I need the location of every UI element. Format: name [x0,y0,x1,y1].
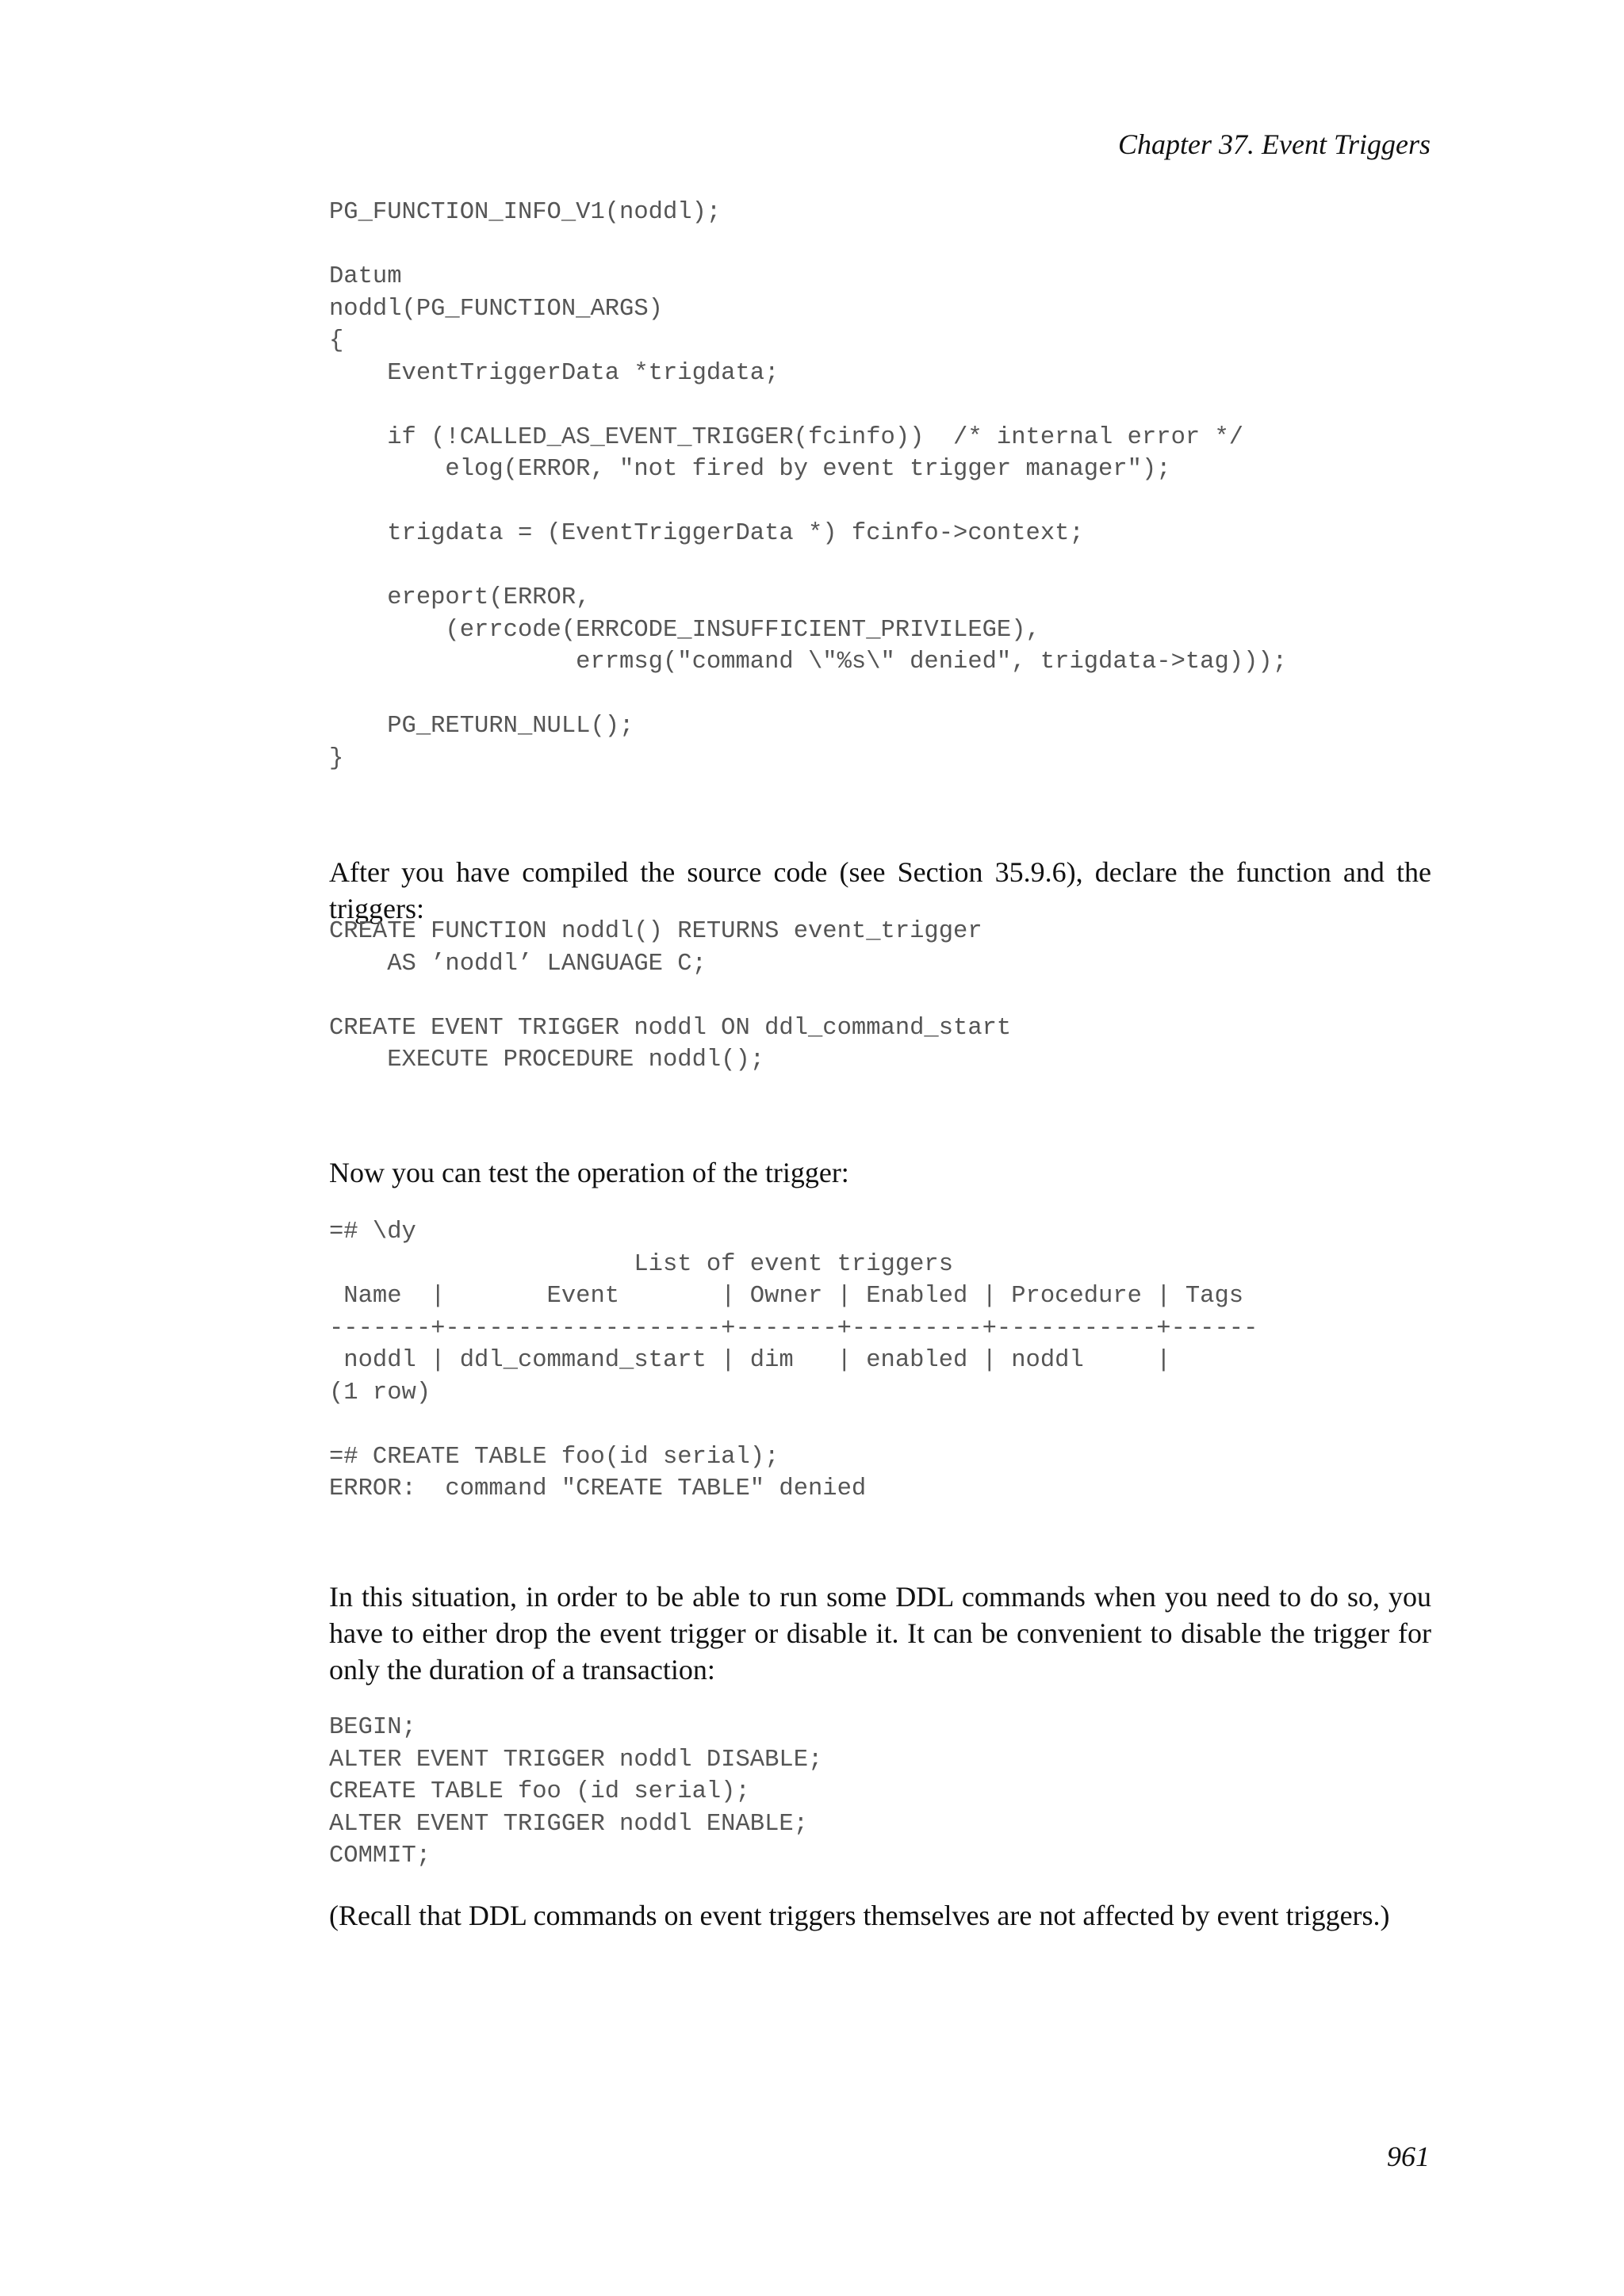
running-header: Chapter 37. Event Triggers [1118,128,1431,160]
paragraph-compile: After you have compiled the source code (see Section 35.9.6), declare the function and the triggers: [329,856,1431,924]
code-block-test-session: =# \dy List of event triggers Name | Event | Owner | Enabled | Procedure | Tags -------+-------------------+-------+---------+-----------+------ noddl | ddl_command_start | dim | enabled | noddl | (1 row) =# CREATE TABLE foo(id serial); ERROR: command "CREATE TABLE" denied [329,1219,1258,1502]
code-block-c-function: PG_FUNCTION_INFO_V1(noddl); Datum noddl(PG_FUNCTION_ARGS) { EventTriggerData *trigdata; if (!CALLED_AS_EVENT_TRIGGER(fcinfo)) /* internal error */ elog(ERROR, "not fired by event trigger manager"); trigdata = (EventTriggerData *) fcinfo->context; ereport(ERROR, (errcode(ERRCODE_INSUFFICIENT_PRIVILEGE), errmsg("command \"%s\" denied", trigdata->tag))); PG_RETURN_NULL(); } [329,199,1287,772]
page-number: 961 [1387,2141,1430,2172]
paragraph-situation: In this situation, in order to be able to run some DDL commands when you need to do so, you have to either drop the event trigger or disable it. It can be convenient to disable the trigger for only the duration of a transaction: [329,1581,1431,1686]
code-block-transaction: BEGIN; ALTER EVENT TRIGGER noddl DISABLE; CREATE TABLE foo (id serial); ALTER EVENT TRIGGER noddl ENABLE; COMMIT; [329,1714,823,1869]
code-block-create-trigger: CREATE FUNCTION noddl() RETURNS event_trigger AS ’noddl’ LANGUAGE C; CREATE EVENT TRIGGER noddl ON ddl_command_start EXECUTE PROCEDURE noddl(); [329,918,1012,1073]
paragraph-recall: (Recall that DDL commands on event triggers themselves are not affected by event triggers.) [329,1900,1390,1931]
paragraph-test: Now you can test the operation of the trigger: [329,1157,849,1188]
